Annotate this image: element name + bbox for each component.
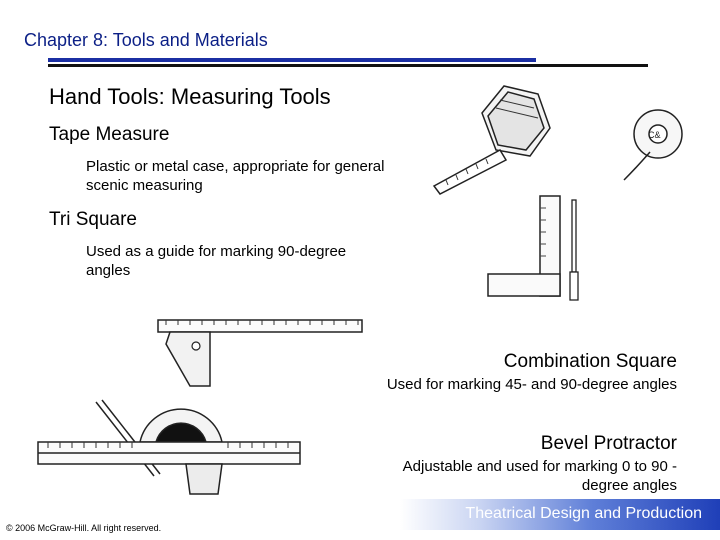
combination-square-heading: Combination Square bbox=[503, 351, 677, 372]
bevel-protractor-text: Adjustable and used for marking 0 to 90 -degree angles bbox=[402, 458, 677, 494]
copyright: © 2006 McGraw-Hill. All right reserved. bbox=[6, 523, 162, 533]
tri-square-text: Used as a guide for marking 90-degree angles bbox=[86, 243, 347, 279]
header-rule-blue bbox=[48, 58, 536, 62]
chapter-title: Chapter 8: Tools and Materials bbox=[24, 30, 268, 50]
bevel-protractor-heading: Bevel Protractor bbox=[540, 433, 677, 454]
tri-square-illustration bbox=[484, 194, 594, 306]
tape-measure-text: Plastic or metal case, appropriate for general scenic measuring bbox=[86, 158, 385, 194]
header-rule-black bbox=[48, 64, 648, 67]
svg-text:C&: C& bbox=[648, 130, 661, 140]
tri-square-heading: Tri Square bbox=[49, 209, 137, 230]
bevel-protractor-illustration bbox=[36, 396, 306, 500]
slide-title: Hand Tools: Measuring Tools bbox=[49, 84, 331, 109]
combination-square-illustration bbox=[156, 316, 366, 392]
tape-measure-illustration bbox=[430, 68, 700, 198]
footer-title: Theatrical Design and Production bbox=[465, 505, 702, 522]
tape-measure-heading: Tape Measure bbox=[49, 124, 170, 145]
combination-square-text: Used for marking 45- and 90-degree angles bbox=[386, 376, 677, 393]
